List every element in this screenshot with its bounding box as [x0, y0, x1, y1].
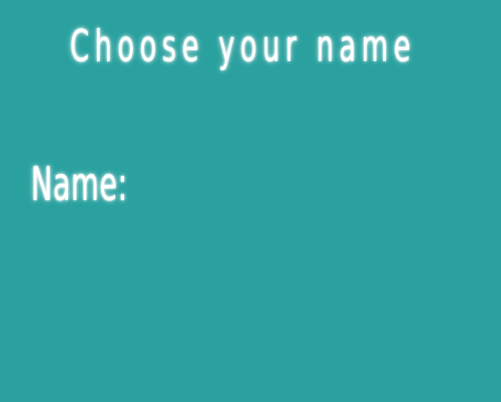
name-row	[31, 152, 187, 216]
name-label: Name:	[31, 157, 128, 211]
name-input[interactable]	[141, 160, 481, 208]
screen-title: Choose your name	[70, 21, 417, 72]
